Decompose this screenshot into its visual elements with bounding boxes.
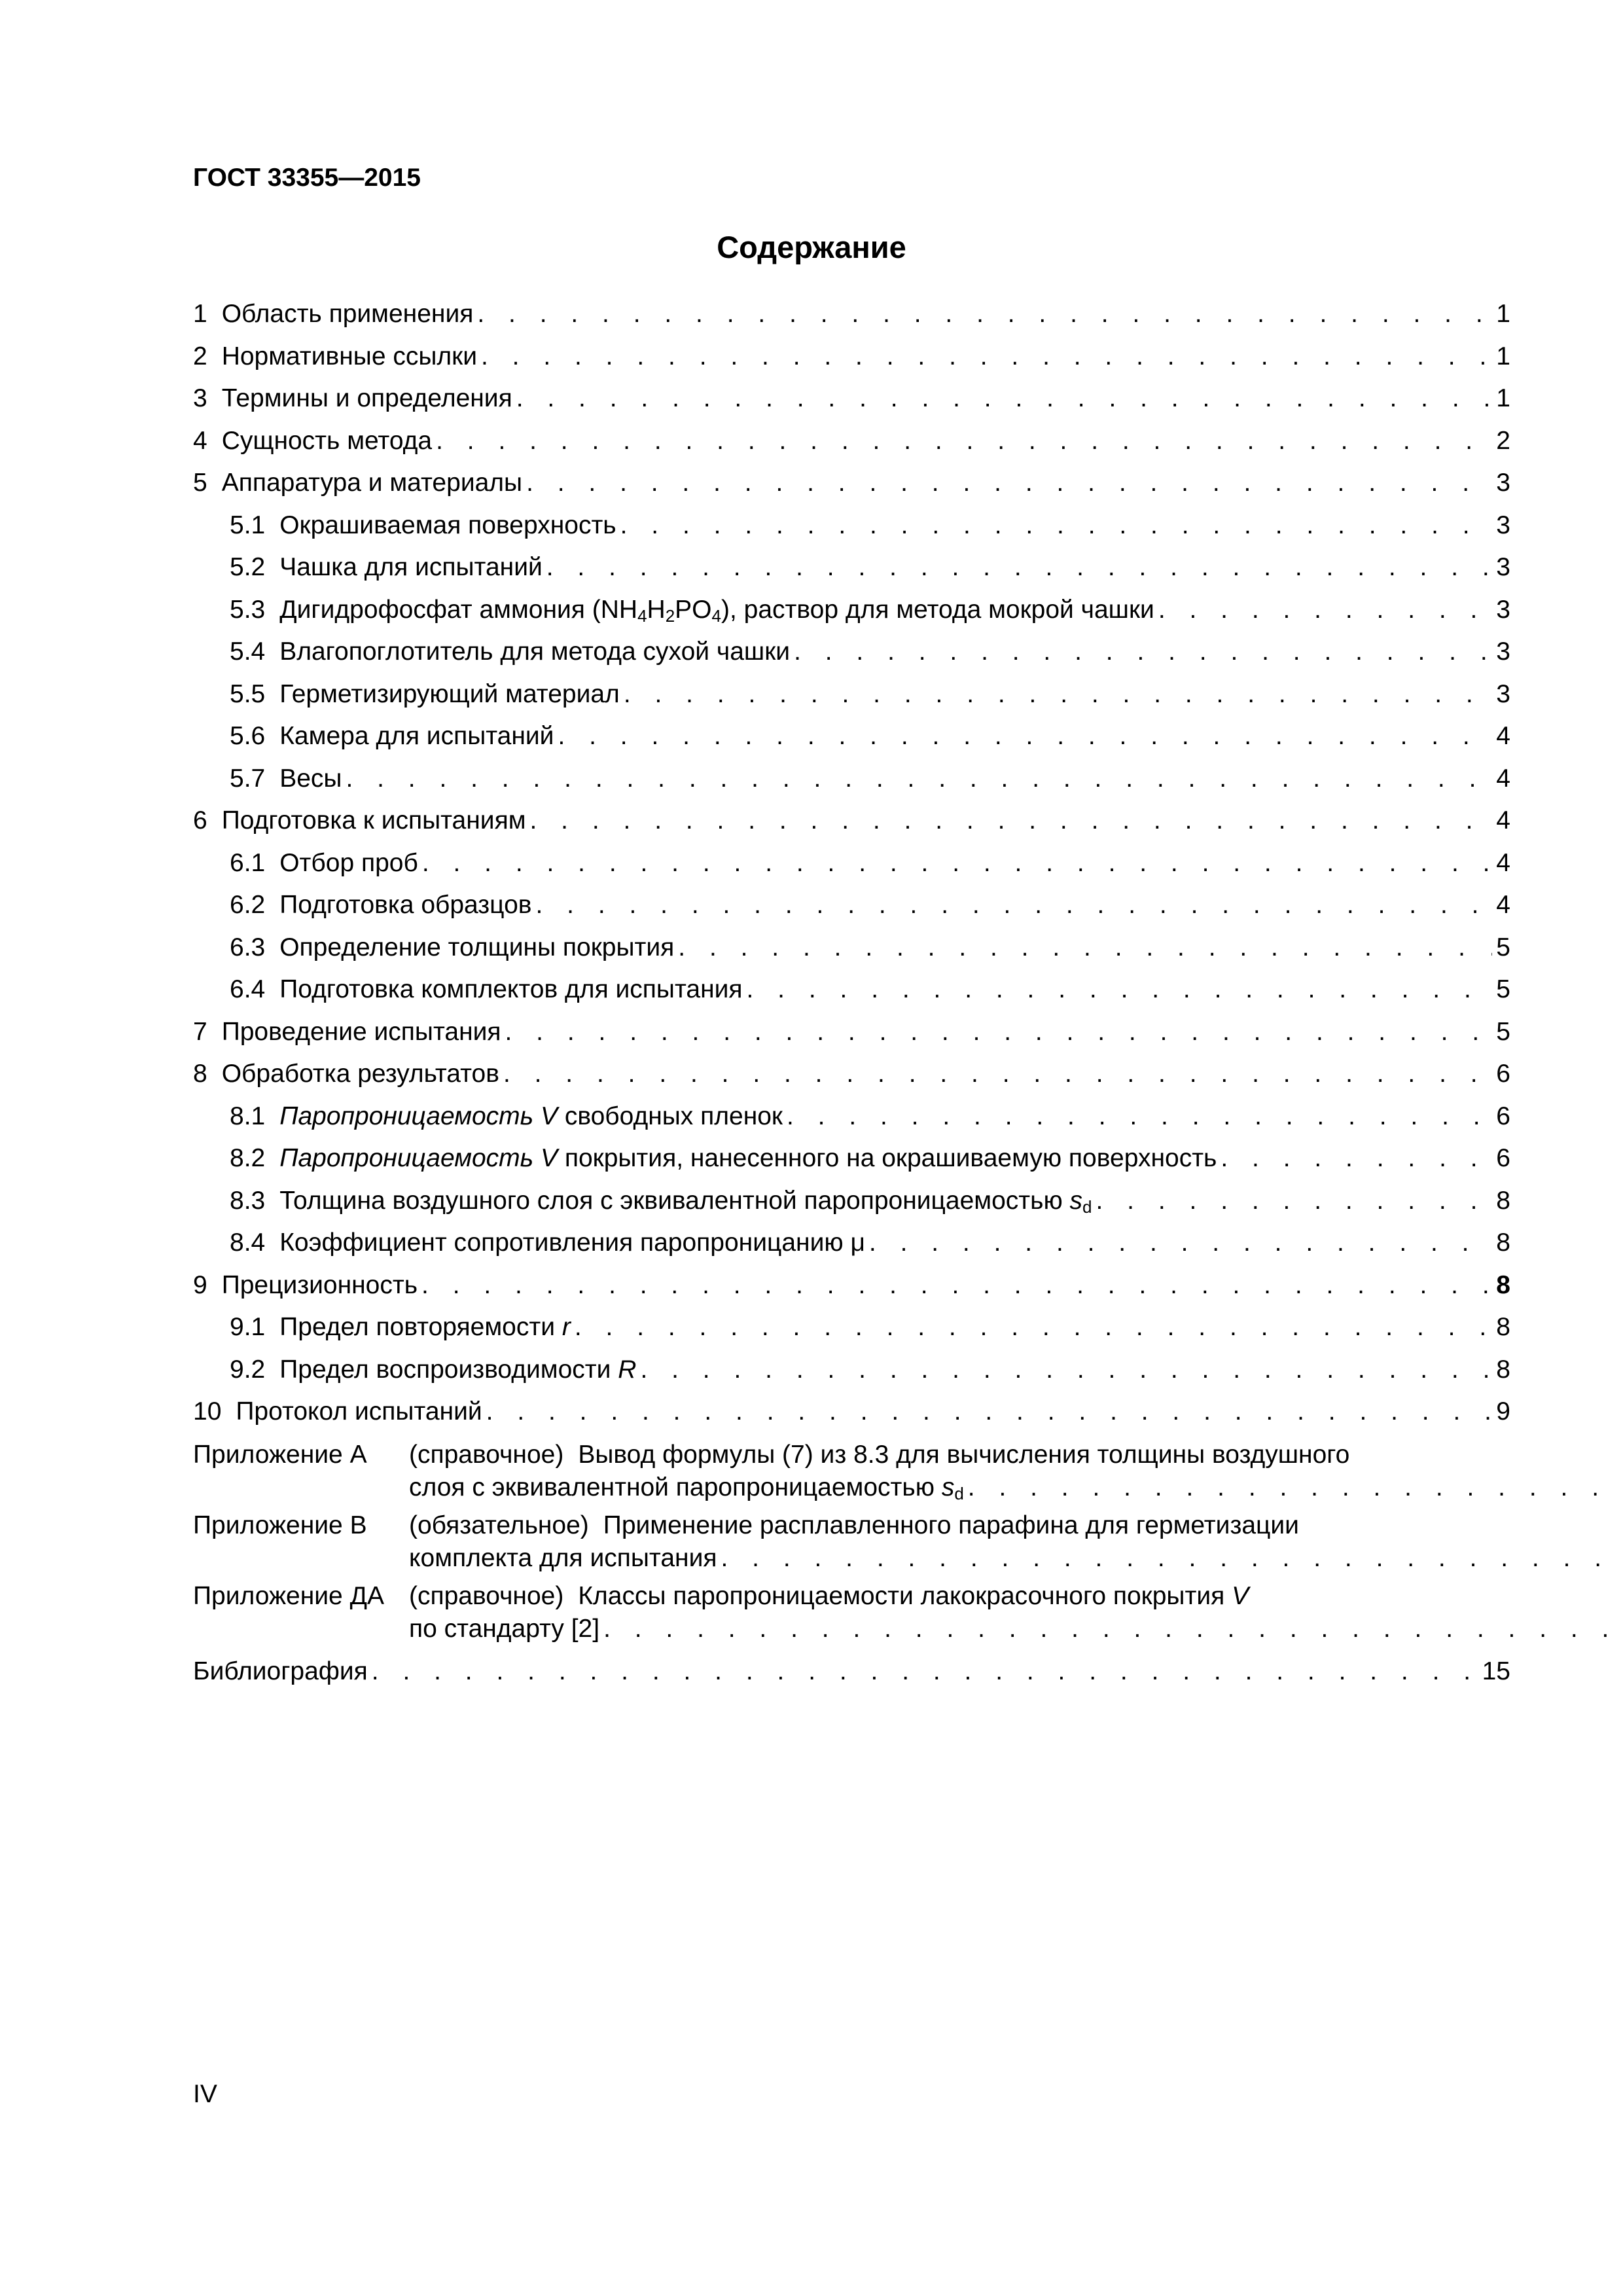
toc-entry-9[interactable] bbox=[193, 1265, 1510, 1307]
toc-title: Предел воспроизводимости R bbox=[279, 1355, 637, 1384]
toc-entry-6-4[interactable] bbox=[193, 969, 1510, 1011]
appendix-title: Применение расплавленного парафина для герметизации bbox=[603, 1511, 1299, 1539]
toc-page: 6 bbox=[1496, 1144, 1510, 1172]
dot-leader bbox=[787, 1096, 1492, 1138]
dot-leader bbox=[505, 1011, 1493, 1054]
dot-leader bbox=[530, 800, 1493, 842]
toc-entry-9-1[interactable] bbox=[193, 1306, 1510, 1349]
toc-number: 5.6 bbox=[230, 722, 266, 750]
toc-entry-7[interactable] bbox=[193, 1011, 1510, 1054]
toc-number: 6.3 bbox=[230, 933, 266, 961]
dot-leader bbox=[575, 1306, 1492, 1349]
toc-entry-5-7[interactable] bbox=[193, 758, 1510, 800]
toc-number: 8.1 bbox=[230, 1102, 266, 1130]
dot-leader bbox=[869, 1222, 1492, 1265]
page-title: Содержание bbox=[717, 230, 906, 264]
toc-entry-5-4[interactable] bbox=[193, 631, 1510, 673]
toc-entry-3[interactable] bbox=[193, 378, 1510, 420]
toc-entry-9-2[interactable] bbox=[193, 1349, 1510, 1391]
toc-title: Проведение испытания bbox=[221, 1017, 501, 1046]
toc-number: 5.2 bbox=[230, 553, 266, 581]
dot-leader bbox=[603, 1613, 1623, 1645]
toc-number: 3 bbox=[193, 384, 207, 412]
toc-title: Подготовка комплектов для испытания bbox=[279, 975, 743, 1003]
toc-entry-6-2[interactable] bbox=[193, 884, 1510, 927]
toc-entry-5[interactable] bbox=[193, 462, 1510, 505]
toc-number: 8.2 bbox=[230, 1144, 266, 1172]
toc-title: Дигидрофосфат аммония $(NH_4H_2PO_4)$, раствор для метода мокрой чашки bbox=[279, 595, 1154, 626]
toc-entry-5-5[interactable] bbox=[193, 673, 1510, 716]
appendix-title-cont: комплекта для испытания bbox=[409, 1543, 717, 1572]
toc-title: Прецизионность bbox=[221, 1270, 418, 1299]
dot-leader bbox=[620, 505, 1493, 547]
document-header: ГОСТ 33355—2015 bbox=[193, 164, 421, 192]
toc-page: 3 bbox=[1496, 469, 1510, 497]
toc-title: Герметизирующий материал bbox=[279, 679, 620, 708]
toc-title: Библиография bbox=[193, 1657, 368, 1685]
dot-leader bbox=[678, 927, 1492, 969]
dot-leader bbox=[421, 1265, 1492, 1307]
toc-entry-10[interactable] bbox=[193, 1391, 1510, 1433]
toc-title: Подготовка образцов bbox=[279, 891, 532, 919]
toc-page: 5 bbox=[1496, 1017, 1510, 1046]
toc-page: 8 bbox=[1496, 1313, 1510, 1341]
toc-number: 4 bbox=[193, 426, 207, 455]
toc-entry-5-3[interactable] bbox=[193, 589, 1510, 632]
toc-number: 8.4 bbox=[230, 1229, 266, 1257]
toc-page: 4 bbox=[1496, 891, 1510, 919]
dot-leader bbox=[721, 1542, 1623, 1575]
toc-number: 6.4 bbox=[230, 975, 266, 1003]
toc-title: Сущность метода bbox=[221, 426, 433, 455]
appendix-title-cont: слоя с эквивалентной паропроницаемостью $s_d$ bbox=[409, 1473, 964, 1503]
toc-number: 1 bbox=[193, 300, 207, 328]
toc-number: 9.1 bbox=[230, 1313, 266, 1341]
toc-appendix-da[interactable] bbox=[193, 1580, 1510, 1645]
toc-title: Коэффициент сопротивления паропроницанию μ bbox=[279, 1229, 865, 1257]
toc-page: 4 bbox=[1496, 848, 1510, 877]
toc-page: 4 bbox=[1496, 806, 1510, 834]
dot-leader bbox=[624, 673, 1492, 716]
toc-entry-8[interactable] bbox=[193, 1053, 1510, 1096]
toc-title: Паропроницаемость V свободных пленок bbox=[279, 1102, 783, 1130]
appendix-label: Приложение ДА bbox=[193, 1581, 385, 1610]
toc-page: 5 bbox=[1496, 975, 1510, 1003]
dot-leader bbox=[794, 631, 1492, 673]
toc-title: Предел повторяемости r bbox=[279, 1313, 571, 1341]
toc-page: 6 bbox=[1496, 1060, 1510, 1088]
toc-number: 9 bbox=[193, 1270, 207, 1299]
toc-page: 3 bbox=[1496, 553, 1510, 581]
toc-page: 15 bbox=[1482, 1657, 1510, 1685]
toc-appendix-b[interactable] bbox=[193, 1509, 1510, 1575]
toc-title: Термины и определения bbox=[221, 384, 512, 412]
toc-title: Обработка результатов bbox=[221, 1060, 499, 1088]
dot-leader bbox=[1221, 1138, 1492, 1180]
dot-leader bbox=[516, 378, 1493, 420]
toc-title: Окрашиваемая поверхность bbox=[279, 511, 616, 539]
toc-number: 6.2 bbox=[230, 891, 266, 919]
dot-leader bbox=[1096, 1180, 1493, 1223]
toc-page: 2 bbox=[1496, 426, 1510, 455]
toc-page: 1 bbox=[1496, 300, 1510, 328]
toc-title: Камера для испытаний bbox=[279, 722, 554, 750]
dot-leader bbox=[481, 336, 1492, 378]
toc-entry-8-3[interactable] bbox=[193, 1180, 1510, 1223]
table-of-contents bbox=[193, 293, 1510, 1693]
toc-title: Протокол испытаний bbox=[236, 1397, 482, 1426]
appendix-title: Классы паропроницаемости лакокрасочного покрытия V bbox=[578, 1581, 1249, 1610]
toc-page: 3 bbox=[1496, 511, 1510, 539]
toc-page: 5 bbox=[1496, 933, 1510, 961]
toc-title: Паропроницаемость V покрытия, нанесенного на окрашиваемую поверхность bbox=[279, 1144, 1217, 1172]
toc-number: 6.1 bbox=[230, 848, 266, 877]
toc-entry-2[interactable] bbox=[193, 336, 1510, 378]
appendix-kind: (справочное) bbox=[409, 1581, 564, 1610]
toc-title: Весы bbox=[279, 764, 342, 793]
appendix-kind: (справочное) bbox=[409, 1440, 564, 1469]
toc-page: 9 bbox=[1496, 1397, 1510, 1426]
toc-number: 2 bbox=[193, 342, 207, 370]
toc-page: 1 bbox=[1496, 384, 1510, 412]
toc-number: 5 bbox=[193, 469, 207, 497]
dot-leader bbox=[346, 758, 1492, 800]
dot-leader bbox=[747, 969, 1493, 1011]
dot-leader bbox=[640, 1349, 1492, 1391]
toc-number: 8.3 bbox=[230, 1186, 266, 1215]
toc-number: 5.7 bbox=[230, 764, 266, 793]
toc-title: Аппаратура и материалы bbox=[221, 469, 523, 497]
dot-leader bbox=[372, 1651, 1478, 1693]
dot-leader bbox=[546, 547, 1493, 589]
appendix-kind: (обязательное) bbox=[409, 1511, 589, 1539]
dot-leader bbox=[535, 884, 1492, 927]
toc-entry-1[interactable] bbox=[193, 293, 1510, 336]
toc-entry-6-3[interactable] bbox=[193, 927, 1510, 969]
toc-entry-bibliography[interactable] bbox=[193, 1651, 1510, 1693]
toc-entry-8-2[interactable] bbox=[193, 1138, 1510, 1180]
dot-leader bbox=[558, 715, 1492, 758]
toc-page: 8 bbox=[1496, 1229, 1510, 1257]
toc-title: Нормативные ссылки bbox=[221, 342, 477, 370]
toc-title: Толщина воздушного слоя с эквивалентной паропроницаемостью $s_d$ bbox=[279, 1186, 1092, 1217]
toc-page: 6 bbox=[1496, 1102, 1510, 1130]
dot-leader bbox=[486, 1391, 1493, 1433]
toc-title: Чашка для испытаний bbox=[279, 553, 543, 581]
toc-entry-4[interactable] bbox=[193, 420, 1510, 463]
toc-page: 4 bbox=[1496, 764, 1510, 793]
toc-entry-6[interactable] bbox=[193, 800, 1510, 842]
toc-page: 8 bbox=[1496, 1270, 1510, 1299]
toc-number: 5.5 bbox=[230, 679, 266, 708]
toc-number: 8 bbox=[193, 1060, 207, 1088]
toc-title: Отбор проб bbox=[279, 848, 418, 877]
dot-leader bbox=[436, 420, 1492, 463]
toc-appendix-a[interactable] bbox=[193, 1439, 1510, 1504]
toc-page: 3 bbox=[1496, 679, 1510, 708]
toc-entry-8-1[interactable] bbox=[193, 1096, 1510, 1138]
toc-page: 8 bbox=[1496, 1186, 1510, 1215]
toc-page: 3 bbox=[1496, 595, 1510, 624]
toc-page: 3 bbox=[1496, 637, 1510, 666]
dot-leader bbox=[526, 462, 1492, 505]
toc-number: 5.1 bbox=[230, 511, 266, 539]
page-number: IV bbox=[193, 2080, 217, 2108]
toc-title: Область применения bbox=[221, 300, 474, 328]
dot-leader bbox=[1158, 589, 1492, 632]
toc-number: 5.3 bbox=[230, 595, 266, 624]
appendix-label: Приложение В bbox=[193, 1511, 367, 1539]
dot-leader bbox=[503, 1053, 1492, 1096]
toc-page: 1 bbox=[1496, 342, 1510, 370]
toc-title: Подготовка к испытаниям bbox=[221, 806, 526, 834]
toc-page: 8 bbox=[1496, 1355, 1510, 1384]
toc-entry-5-2[interactable] bbox=[193, 547, 1510, 589]
toc-title: Влагопоглотитель для метода сухой чашки bbox=[279, 637, 791, 666]
dot-leader bbox=[422, 842, 1492, 885]
toc-entry-5-6[interactable] bbox=[193, 715, 1510, 758]
dot-leader bbox=[968, 1471, 1623, 1504]
toc-number: 9.2 bbox=[230, 1355, 266, 1384]
toc-number: 7 bbox=[193, 1017, 207, 1046]
appendix-label: Приложение А bbox=[193, 1440, 367, 1469]
appendix-title: Вывод формулы (7) из 8.3 для вычисления толщины воздушного bbox=[578, 1440, 1350, 1469]
toc-entry-8-4[interactable] bbox=[193, 1222, 1510, 1265]
toc-number: 10 bbox=[193, 1397, 222, 1426]
toc-number: 5.4 bbox=[230, 637, 266, 666]
toc-entry-5-1[interactable] bbox=[193, 505, 1510, 547]
toc-number: 6 bbox=[193, 806, 207, 834]
dot-leader bbox=[477, 293, 1492, 336]
toc-page: 4 bbox=[1496, 722, 1510, 750]
toc-entry-6-1[interactable] bbox=[193, 842, 1510, 885]
appendix-title-cont: по стандарту [2] bbox=[409, 1614, 600, 1643]
toc-title: Определение толщины покрытия bbox=[279, 933, 675, 961]
